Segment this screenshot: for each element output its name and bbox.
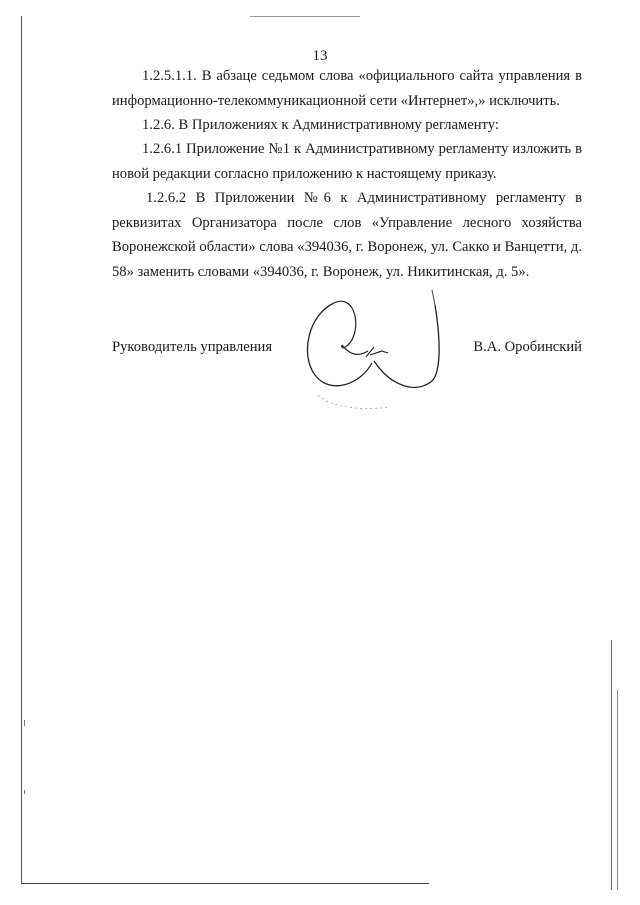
paragraph-1-2-6-2: 1.2.6.2 В Приложении №6 к Административному регламенту в реквизитах Организатора после слов «Управление лесного хозяйства Воронежской области» слова «394036, г. Воронеж, ул. Сакко и Ванцетти, д. 58» заменить словами «394036, г. Воронеж, ул. Никитинская, д. 5». <box>112 190 582 280</box>
scan-border-bottom <box>21 883 429 884</box>
signatory-name: В.А. Оробинский <box>473 339 582 355</box>
scan-speck <box>24 720 25 726</box>
scan-border-right-inner <box>617 690 618 890</box>
scan-border-right <box>611 640 612 890</box>
paragraph-1-2-6: 1.2.6. В Приложениях к Административному регламенту: <box>142 117 499 133</box>
page-number: 13 <box>312 48 328 64</box>
paragraph-1-2-6-1: 1.2.6.1 Приложение №1 к Административному регламенту изложить в новой редакции согласно приложению к настоящему приказу. <box>112 141 582 182</box>
position-title: Руководитель управления <box>112 339 273 355</box>
scan-speck <box>24 790 25 794</box>
handwritten-signature <box>290 285 460 415</box>
scan-border-left <box>21 16 22 884</box>
scan-border-top <box>250 16 360 17</box>
paragraph-1-2-5-1-1: 1.2.5.1.1. В абзаце седьмом слова «официального сайта управления в информационно-телекоммуникационной сети «Интернет»,» исключить. <box>112 68 582 109</box>
